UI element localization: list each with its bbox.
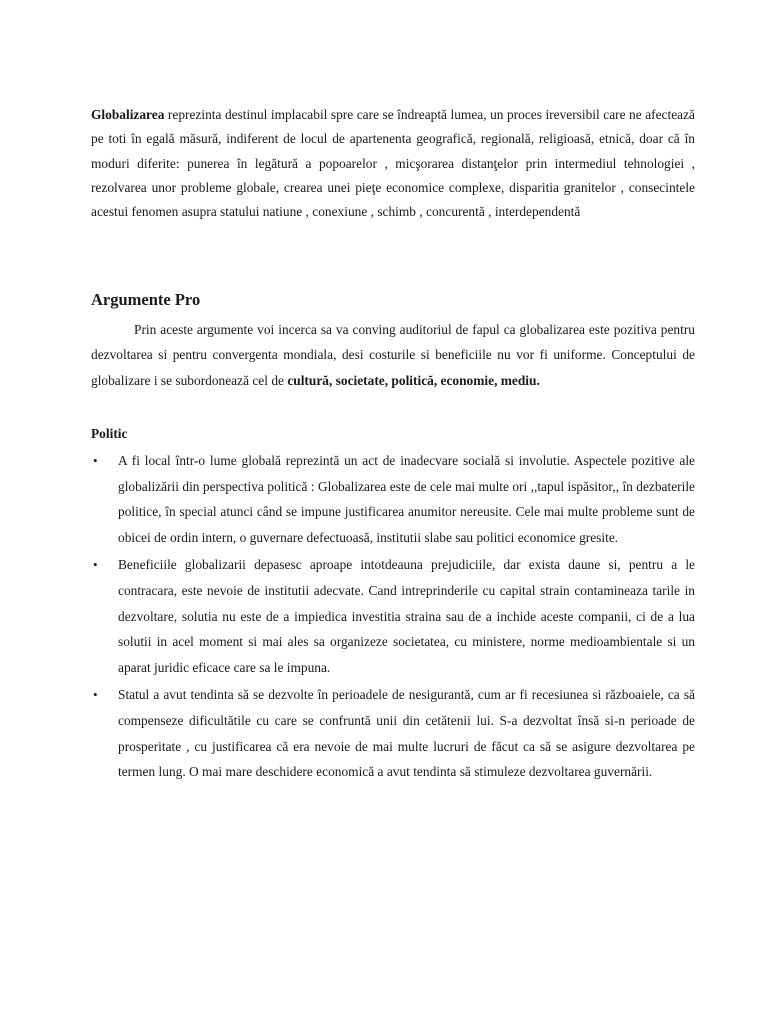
subheading-politic: Politic xyxy=(91,426,128,441)
bullet-list xyxy=(91,448,695,787)
bullet-text: Beneficiile globalizarii depasesc aproape intotdeauna prejudiciile, dar exista daune si, pentru a le contracara, este nevoie de institutii adecvate. Cand intreprinderile cu capital strain contamineaza tarile in dezvoltare, solutia nu este de a impiedica investitia straina sau de a inchide aceste companii, ci de a lua solutii in acel moment si mai ales sa organizeze societatea, cu ministere, norme medioambientale si un aparat juridic eficace care sa le impuna. xyxy=(118,557,695,675)
section-paragraph-text: Prin aceste argumente voi incerca sa va conving auditoriul de fapul ca globalizarea este pozitiva pentru dezvoltarea si pentru convergenta mondiala, desi costurile si beneficiile nu vor fi uniforme. Conceptului de globalizare i se subordonează cel de xyxy=(91,322,695,388)
section-paragraph xyxy=(91,317,695,393)
intro-text: reprezinta destinul implacabil spre care se îndreaptă lumea, un proces ireversibil care ne afectează pe toti în egală măsură, indiferent de locul de apartenenta geografică, regională, religioasă, etnică, doar că în moduri diferite: punerea în legătură a popoarelor , micşorarea distanţelor prin intermediul tehnologiei , rezolvarea unor probleme globale, crearea unei pieţe economice complexe, disparitia granitelor , consecintele acestui fenomen asupra statului natiune , conexiune , schimb , concurentă , interdependentă xyxy=(91,107,695,220)
section-paragraph-bold: cultură, societate, politică, economie, mediu. xyxy=(287,372,540,388)
intro-paragraph xyxy=(91,103,695,224)
bullet-text: A fi local într-o lume globală reprezintă un act de inadecvare socială si involutie. Aspectele pozitive ale globalizării din perspectiva politică : Globalizarea este de cele mai multe ori ,,tapul ispăsitor,, în dezbaterile politice, în special atunci când se impune justificarea anumitor nereusite. Cele mai multe probleme sunt de obicei de ordin intern, o guvernare defectuoasă, institutii slabe sau politici economice gresite. xyxy=(118,453,695,545)
bullet-text: Statul a avut tendinta să se dezvolte în perioadele de nesigurantă, cum ar fi recesiunea si războaiele, ca să compenseze dificultătile cu care se confruntă unii din cetătenii lui. S-a dezvoltat însă si-n perioade de prosperitate , cu justificarea că era nevoie de mai multe lucruri de făcut ca să se asigure dezvoltarea pe termen lung. O mai mare deschidere economică a avut tendinta să stimuleze dezvoltarea guvernării. xyxy=(118,687,695,780)
intro-term: Globalizarea xyxy=(91,107,165,122)
section-heading: Argumente Pro xyxy=(91,290,201,309)
list-item xyxy=(91,682,695,784)
bullet-icon: • xyxy=(93,453,98,468)
bullet-icon: • xyxy=(93,687,98,703)
list-item xyxy=(91,448,695,550)
list-item xyxy=(91,552,695,680)
bullet-icon: • xyxy=(93,557,98,573)
